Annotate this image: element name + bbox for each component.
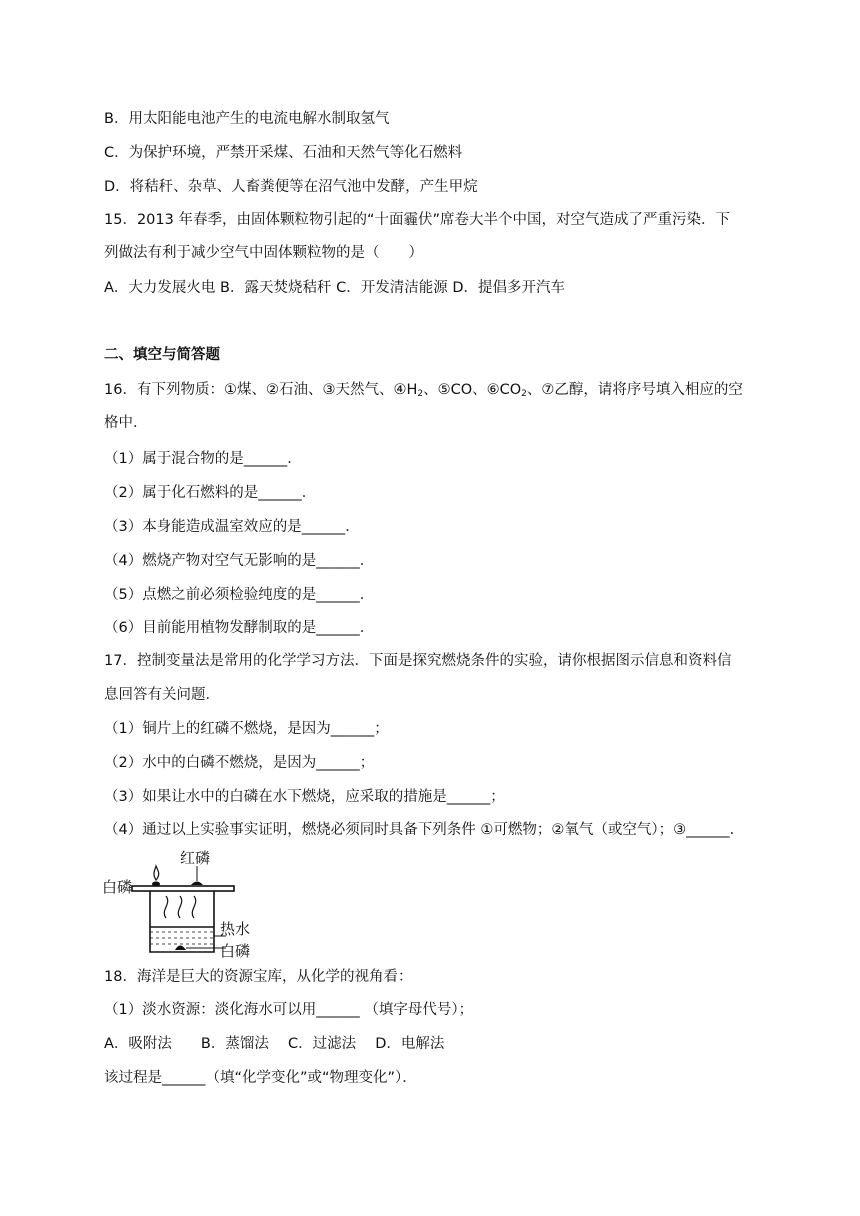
co2-subscript: 2 (521, 389, 527, 399)
steam-icon (164, 896, 195, 918)
q16-line1 (104, 380, 743, 404)
q16-line2: 格中． (104, 415, 148, 431)
q16-sub2: （2）属于化石燃料的是______． (104, 485, 317, 501)
q17-sub4: （4）通过以上实验事实证明，燃烧必须同时具备下列条件 ①可燃物；②氧气（或空气）；③______． (104, 822, 745, 838)
q16-sub1: （1）属于混合物的是______． (104, 451, 302, 467)
q15-line1: 15．2013 年春季，由固体颗粒物引起的“十面霾伏”席卷大半个中国，对空气造成了严重污染．下 (104, 212, 730, 228)
flame-icon (154, 866, 159, 880)
q16-line1-c: 、⑦乙醇，请将序号填入相应的空 (526, 382, 743, 398)
q16-line1-a: 16．有下列物质：①煤、②石油、③天然气、④H (104, 382, 418, 398)
q15-options: A．大力发展火电 B．露天焚烧秸秆 C．开发清洁能源 D．提倡多开汽车 (104, 280, 565, 296)
q14-option-b: B．用太阳能电池产生的电流电解水制取氢气 (104, 111, 390, 127)
label-white-phosphorus-left: 白磷 (102, 878, 133, 896)
q18-options: A．吸附法 B．蒸馏法 C．过滤法 D．电解法 (104, 1036, 445, 1052)
copper-sheet (132, 886, 234, 891)
q17-line2: 息回答有关问题． (104, 687, 220, 703)
q14-option-c: C．为保护环境，严禁开采煤、石油和天然气等化石燃料 (104, 145, 463, 161)
q18-line1: 18．海洋是巨大的资源宝库，从化学的视角看： (104, 969, 413, 985)
q16-sub5: （5）点燃之前必须检验纯度的是______． (104, 587, 375, 603)
label-hot-water: 热水 (220, 920, 250, 938)
h2-subscript: 2 (417, 389, 424, 399)
q16-line1-b: 、⑤CO、⑥CO (423, 382, 522, 398)
q14-option-d: D．将秸秆、杂草、人畜粪便等在沼气池中发酵，产生甲烷 (104, 179, 478, 195)
q17-line1: 17．控制变量法是常用的化学学习方法．下面是探究燃烧条件的实验，请你根据图示信息和资料信 (104, 653, 732, 669)
q17-sub3: （3）如果让水中的白磷在水下燃烧，应采取的措施是______； (104, 789, 505, 805)
q15-line2: 列做法有利于减少空气中固体颗粒物的是（ ） (104, 245, 423, 261)
section-title: 二、填空与简答题 (104, 347, 220, 363)
q17-sub2: （2）水中的白磷不燃烧，是因为______； (104, 755, 375, 771)
red-phosphorus (191, 882, 203, 886)
combustion-experiment-figure (100, 848, 250, 958)
white-phosphorus-underwater (175, 946, 186, 951)
q17-sub1: （1）铜片上的红磷不燃烧，是因为______； (104, 721, 389, 737)
q16-sub3: （3）本身能造成温室效应的是______． (104, 519, 360, 535)
white-phosphorus-burning (152, 882, 160, 887)
label-white-phosphorus-bottom: 白磷 (220, 942, 250, 958)
q18-line-end: 该过程是______（填“化学变化”或“物理变化”）． (104, 1070, 417, 1086)
q16-sub4: （4）燃烧产物对空气无影响的是______． (104, 553, 375, 569)
label-red-phosphorus: 红磷 (180, 849, 211, 867)
q18-sub1: （1）淡水资源：淡化海水可以用______ （填字母代号）； (104, 1002, 474, 1018)
q16-sub6: （6）目前能用植物发酵制取的是______． (104, 620, 375, 636)
